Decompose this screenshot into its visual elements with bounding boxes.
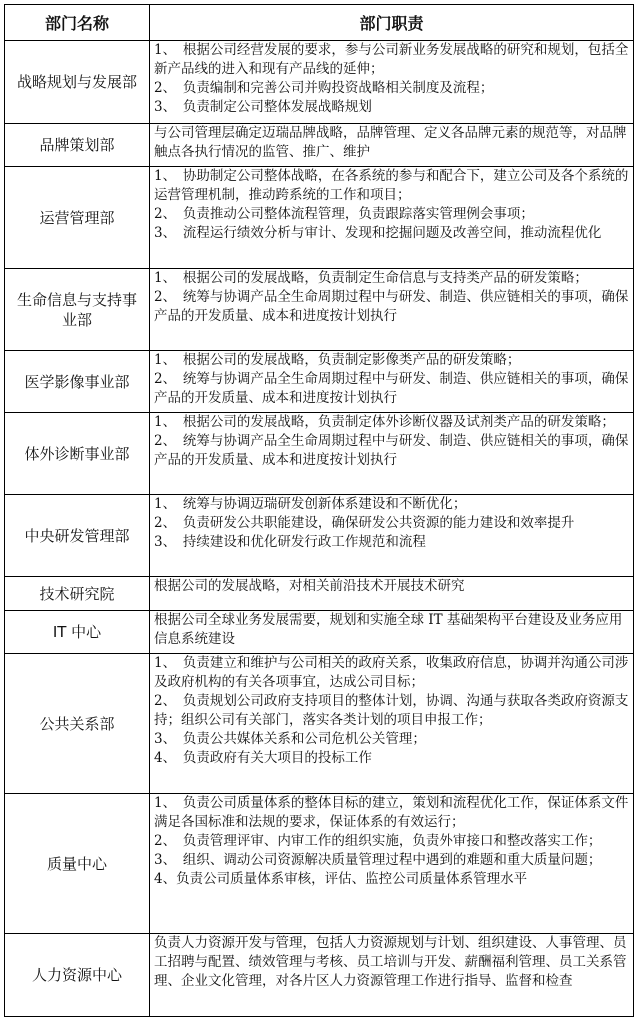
duty-item: 3、 负责公共媒体关系和公司危机公关管理；	[154, 731, 426, 747]
duty-item: 1、 根据公司的发展战略，负责制定体外诊断仪器及试剂类产品的研发策略；	[154, 414, 615, 430]
table-row	[5, 654, 634, 794]
table-body	[5, 41, 634, 1017]
department-name-cell: 中央研发管理部	[5, 495, 150, 577]
department-duties-cell	[150, 167, 634, 269]
duty-item: 3、 流程运行绩效分析与审计、发现和挖掘问题及改善空间，推动流程优化	[154, 225, 602, 241]
department-duties-cell	[150, 654, 634, 794]
duty-item: 4、 负责政府有关大项目的投标工作	[154, 750, 372, 766]
duty-item: 2、 统筹与协调产品全生命周期过程中与研发、制造、供应链相关的事项，确保产品的开发质量、成本和进度按计划执行	[154, 289, 629, 324]
department-duties-cell	[150, 934, 634, 1017]
duty-item: 根据公司全球业务发展需要，规划和实施全球 IT 基础架构平台建设及业务应用信息系统建设	[154, 612, 623, 647]
table-row	[5, 577, 634, 611]
department-name-cell: IT 中心	[5, 611, 150, 654]
department-duties-cell	[150, 611, 634, 654]
table-row	[5, 41, 634, 124]
duty-item: 3、 负责制定公司整体发展战略规划	[154, 99, 372, 115]
header-department-name: 部门名称	[5, 5, 150, 41]
department-table-container	[4, 4, 634, 1017]
department-duties-cell	[150, 577, 634, 611]
table-row	[5, 934, 634, 1017]
duty-item: 负责人力资源开发与管理，包括人力资源规划与计划、组织建设、人事管理、员工招聘与配置、绩效管理与考核、员工培训与开发、薪酬福利管理、员工关系管理、企业文化管理，对各片区人力资源管理工作进行指导、监督和检查	[154, 935, 627, 989]
duty-item: 4、负责公司质量体系审核，评估、监控公司质量体系管理水平	[154, 871, 528, 887]
department-name-cell: 生命信息与支持事业部	[5, 269, 150, 351]
duty-item: 1、 根据公司经营发展的要求，参与公司新业务发展战略的研究和规划，包括全新产品线的进入和现有产品线的延伸；	[154, 42, 629, 77]
department-name-cell: 技术研究院	[5, 577, 150, 611]
department-name-cell: 医学影像事业部	[5, 351, 150, 413]
table-row	[5, 413, 634, 495]
table-row	[5, 124, 634, 167]
duty-item: 2、 负责研发公共职能建设，确保研发公共资源的能力建设和效率提升	[154, 515, 575, 531]
header-department-duties: 部门职责	[150, 5, 634, 41]
table-row	[5, 167, 634, 269]
duty-item: 3、 组织、调动公司资源解决质量管理过程中遇到的难题和重大质量问题；	[154, 852, 602, 868]
table-row	[5, 611, 634, 654]
duty-item: 2、 负责规划公司政府支持项目的整体计划，协调、沟通与获取各类政府资源支持；组织公司有关部门，落实各类计划的项目申报工作；	[154, 693, 629, 728]
duty-item: 1、 负责建立和维护与公司相关的政府关系，收集政府信息，协调并沟通公司涉及政府机构的有关各项事宜，达成公司目标；	[154, 655, 629, 690]
department-duties-cell	[150, 269, 634, 351]
duty-item: 1、 根据公司的发展战略，负责制定影像类产品的研发策略；	[154, 352, 521, 368]
duty-item: 1、 统筹与协调迈瑞研发创新体系建设和不断优化；	[154, 496, 467, 512]
department-duties-cell	[150, 124, 634, 167]
department-duties-cell	[150, 794, 634, 934]
department-name-cell: 质量中心	[5, 794, 150, 934]
department-table	[4, 4, 634, 1017]
table-row	[5, 495, 634, 577]
department-name-cell: 人力资源中心	[5, 934, 150, 1017]
duty-item: 1、 根据公司的发展战略，负责制定生命信息与支持类产品的研发策略；	[154, 270, 588, 286]
department-duties-cell	[150, 41, 634, 124]
department-name-cell: 体外诊断事业部	[5, 413, 150, 495]
department-duties-cell	[150, 495, 634, 577]
department-name-cell: 战略规划与发展部	[5, 41, 150, 124]
department-name-cell: 品牌策划部	[5, 124, 150, 167]
duty-item: 与公司管理层确定迈瑞品牌战略，品牌管理、定义各品牌元素的规范等，对品牌触点各执行情况的监管、推广、维护	[154, 125, 627, 160]
duty-item: 3、 持续建设和优化研发行政工作规范和流程	[154, 534, 426, 550]
department-duties-cell	[150, 351, 634, 413]
table-row	[5, 269, 634, 351]
duty-item: 2、 统筹与协调产品全生命周期过程中与研发、制造、供应链相关的事项，确保产品的开发质量、成本和进度按计划执行	[154, 433, 629, 468]
duty-item: 2、 统筹与协调产品全生命周期过程中与研发、制造、供应链相关的事项，确保产品的开发质量、成本和进度按计划执行	[154, 371, 629, 406]
department-name-cell: 公共关系部	[5, 654, 150, 794]
duty-item: 根据公司的发展战略，对相关前沿技术开展技术研究	[154, 578, 465, 594]
duty-item: 2、 负责管理评审、内审工作的组织实施，负责外审接口和整改落实工作；	[154, 833, 602, 849]
duty-item: 2、 负责编制和完善公司并购投资战略相关制度及流程；	[154, 80, 494, 96]
department-name-cell: 运营管理部	[5, 167, 150, 269]
duty-item: 1、 协助制定公司整体战略，在各系统的参与和配合下，建立公司及各个系统的运营管理机制，推动跨系统的工作和项目；	[154, 168, 629, 203]
department-duties-cell	[150, 413, 634, 495]
duty-item: 2、 负责推动公司整体流程管理，负责跟踪落实管理例会事项；	[154, 206, 534, 222]
table-row	[5, 794, 634, 934]
table-row	[5, 351, 634, 413]
duty-item: 1、 负责公司质量体系的整体目标的建立，策划和流程优化工作，保证体系文件满足各国标准和法规的要求，保证体系的有效运行；	[154, 795, 629, 830]
table-header-row	[5, 5, 634, 41]
